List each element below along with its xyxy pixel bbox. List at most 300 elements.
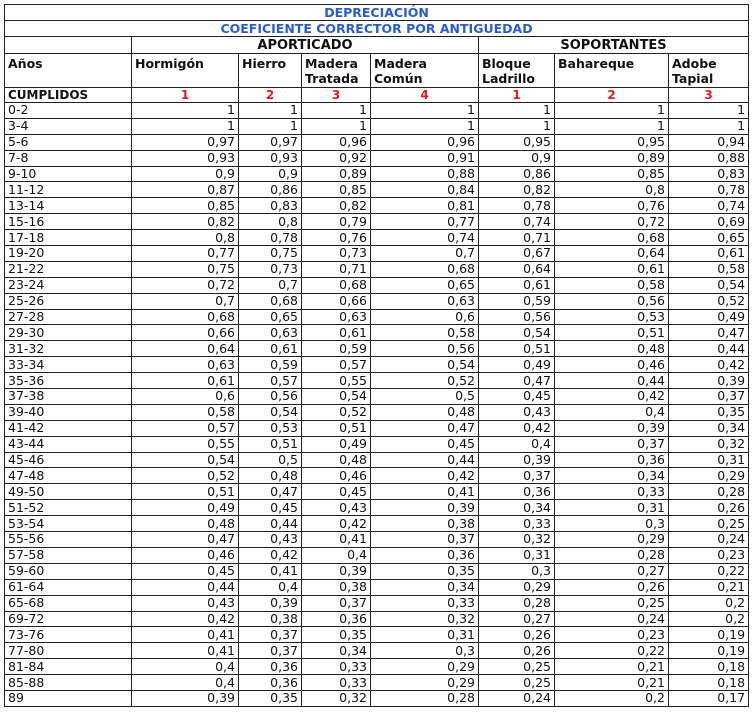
coefficient-cell: 0,82 [479, 182, 555, 198]
group-aporticado: APORTICADO [132, 37, 479, 54]
depreciation-table [4, 4, 749, 707]
coefficient-cell: 0,51 [555, 325, 669, 341]
table-row [5, 198, 749, 214]
coefficient-cell: 0,26 [479, 643, 555, 659]
coefficient-cell: 0,54 [132, 452, 239, 468]
coefficient-cell: 0,89 [302, 166, 371, 182]
table-row [5, 420, 749, 436]
header-bahareque: Bahareque [555, 54, 669, 88]
table-row [5, 277, 749, 293]
coefficient-cell: 0,26 [479, 627, 555, 643]
column-code: 3 [669, 88, 749, 103]
coefficient-cell: 0,49 [479, 357, 555, 373]
coefficient-cell: 0,5 [239, 452, 302, 468]
coefficient-cell: 0,79 [302, 214, 371, 230]
coefficient-cell: 0,55 [132, 436, 239, 452]
coefficient-cell: 0,29 [371, 659, 479, 675]
group-spacer [5, 37, 132, 54]
header-adobe-tapial-line1: Adobe [672, 56, 717, 71]
coefficient-cell: 0,54 [479, 325, 555, 341]
table-row [5, 563, 749, 579]
coefficient-cell: 0,24 [669, 532, 749, 548]
coefficient-cell: 0,93 [239, 150, 302, 166]
coefficient-cell: 0,34 [555, 468, 669, 484]
coefficient-cell: 0,63 [371, 293, 479, 309]
coefficient-cell: 0,21 [555, 659, 669, 675]
coefficient-cell: 0,58 [132, 404, 239, 420]
coefficient-cell: 0,61 [669, 246, 749, 262]
coefficient-cell: 1 [239, 118, 302, 134]
coefficient-cell: 0,83 [669, 166, 749, 182]
years-cell: 15-16 [5, 214, 132, 230]
years-cell: 65-68 [5, 595, 132, 611]
years-cell: 17-18 [5, 230, 132, 246]
coefficient-cell: 0,61 [302, 325, 371, 341]
years-cell: 77-80 [5, 643, 132, 659]
coefficient-cell: 0,37 [371, 532, 479, 548]
coefficient-cell: 0,71 [479, 230, 555, 246]
coefficient-cell: 1 [669, 103, 749, 119]
table-row [5, 389, 749, 405]
coefficient-cell: 0,42 [302, 516, 371, 532]
table-row [5, 547, 749, 563]
coefficient-cell: 0,39 [669, 373, 749, 389]
table-row [5, 611, 749, 627]
coefficient-cell: 0,84 [371, 182, 479, 198]
column-code: 2 [555, 88, 669, 103]
coefficient-cell: 0,46 [555, 357, 669, 373]
coefficient-cell: 0,37 [555, 436, 669, 452]
coefficient-cell: 0,54 [371, 357, 479, 373]
coefficient-cell: 0,7 [371, 246, 479, 262]
coefficient-cell: 0,72 [555, 214, 669, 230]
coefficient-cell: 0,85 [132, 198, 239, 214]
coefficient-cell: 0,53 [555, 309, 669, 325]
coefficient-cell: 0,92 [302, 150, 371, 166]
coefficient-cell: 0,85 [555, 166, 669, 182]
table-row [5, 214, 749, 230]
coefficient-cell: 0,34 [479, 500, 555, 516]
coefficient-cell: 0,28 [555, 547, 669, 563]
coefficient-cell: 0,75 [239, 246, 302, 262]
coefficient-cell: 0,36 [371, 547, 479, 563]
coefficient-cell: 0,77 [132, 246, 239, 262]
coefficient-cell: 0,52 [302, 404, 371, 420]
coefficient-cell: 0,36 [555, 452, 669, 468]
table-row [5, 150, 749, 166]
coefficient-cell: 0,6 [132, 389, 239, 405]
coefficient-cell: 0,37 [479, 468, 555, 484]
coefficient-cell: 0,32 [371, 611, 479, 627]
coefficient-cell: 0,74 [479, 214, 555, 230]
coefficient-cell: 0,9 [239, 166, 302, 182]
table-row [5, 436, 749, 452]
depreciation-sheet [4, 4, 748, 707]
coefficient-cell: 0,82 [302, 198, 371, 214]
coefficient-cell: 0,37 [302, 595, 371, 611]
coefficient-cell: 0,25 [479, 675, 555, 691]
coefficient-cell: 0,73 [302, 246, 371, 262]
coefficient-cell: 0,29 [669, 468, 749, 484]
coefficient-cell: 0,8 [239, 214, 302, 230]
coefficient-cell: 0,73 [239, 261, 302, 277]
coefficient-cell: 0,33 [555, 484, 669, 500]
coefficient-cell: 0,44 [669, 341, 749, 357]
coefficient-cell: 0,37 [669, 389, 749, 405]
header-hormigon: Hormigón [132, 54, 239, 88]
coefficient-cell: 0,44 [132, 579, 239, 595]
coefficient-cell: 0,65 [669, 230, 749, 246]
coefficient-cell: 0,68 [371, 261, 479, 277]
table-row [5, 182, 749, 198]
coefficient-cell: 0,69 [669, 214, 749, 230]
coefficient-cell: 0,36 [239, 675, 302, 691]
coefficient-cell: 0,43 [302, 500, 371, 516]
coefficient-cell: 0,61 [479, 277, 555, 293]
coefficient-cell: 0,78 [479, 198, 555, 214]
coefficient-cell: 0,32 [302, 690, 371, 706]
years-cell: 25-26 [5, 293, 132, 309]
table-row [5, 659, 749, 675]
coefficient-cell: 0,75 [132, 261, 239, 277]
coefficient-cell: 0,4 [132, 659, 239, 675]
coefficient-cell: 0,48 [132, 516, 239, 532]
table-row [5, 103, 749, 119]
coefficient-cell: 0,57 [132, 420, 239, 436]
cumplidos-label: CUMPLIDOS [5, 88, 132, 103]
table-row [5, 484, 749, 500]
table-row [5, 246, 749, 262]
coefficient-cell: 0,34 [302, 643, 371, 659]
years-cell: 51-52 [5, 500, 132, 516]
coefficient-cell: 0,77 [371, 214, 479, 230]
coefficient-cell: 0,97 [239, 134, 302, 150]
coefficient-cell: 0,37 [239, 643, 302, 659]
coefficient-cell: 0,81 [371, 198, 479, 214]
table-row [5, 675, 749, 691]
coefficient-cell: 0,52 [371, 373, 479, 389]
coefficient-cell: 0,18 [669, 675, 749, 691]
years-cell: 7-8 [5, 150, 132, 166]
coefficient-cell: 0,51 [479, 341, 555, 357]
years-cell: 0-2 [5, 103, 132, 119]
coefficient-cell: 1 [371, 118, 479, 134]
coefficient-cell: 0,43 [132, 595, 239, 611]
coefficient-cell: 0,31 [371, 627, 479, 643]
header-bloque-ladrillo-line2: Ladrillo [482, 71, 535, 86]
coefficient-cell: 0,34 [669, 420, 749, 436]
coefficient-cell: 0,36 [479, 484, 555, 500]
coefficient-cell: 0,96 [371, 134, 479, 150]
table-row [5, 627, 749, 643]
coefficient-cell: 0,35 [371, 563, 479, 579]
table-row [5, 261, 749, 277]
coefficient-cell: 0,4 [555, 404, 669, 420]
table-row [5, 595, 749, 611]
coefficient-cell: 0,28 [479, 595, 555, 611]
table-row [5, 166, 749, 182]
coefficient-cell: 0,39 [371, 500, 479, 516]
header-adobe-tapial [669, 54, 749, 88]
years-cell: 39-40 [5, 404, 132, 420]
coefficient-cell: 0,44 [555, 373, 669, 389]
coefficient-cell: 0,38 [239, 611, 302, 627]
coefficient-cell: 0,94 [669, 134, 749, 150]
coefficient-cell: 0,22 [669, 563, 749, 579]
years-cell: 27-28 [5, 309, 132, 325]
coefficient-cell: 0,89 [555, 150, 669, 166]
coefficient-cell: 0,59 [239, 357, 302, 373]
years-cell: 41-42 [5, 420, 132, 436]
coefficient-cell: 0,42 [669, 357, 749, 373]
years-cell: 89 [5, 690, 132, 706]
coefficient-cell: 0,87 [132, 182, 239, 198]
coefficient-cell: 0,39 [555, 420, 669, 436]
header-hierro: Hierro [239, 54, 302, 88]
coefficient-cell: 0,45 [371, 436, 479, 452]
coefficient-cell: 0,78 [669, 182, 749, 198]
coefficient-cell: 0,46 [302, 468, 371, 484]
years-cell: 61-64 [5, 579, 132, 595]
coefficient-cell: 0,44 [371, 452, 479, 468]
coefficient-cell: 0,64 [479, 261, 555, 277]
header-madera-tratada-line2: Tratada [305, 71, 359, 86]
coefficient-cell: 0,56 [371, 341, 479, 357]
years-cell: 21-22 [5, 261, 132, 277]
coefficient-cell: 0,48 [302, 452, 371, 468]
coefficient-cell: 0,47 [479, 373, 555, 389]
years-cell: 73-76 [5, 627, 132, 643]
coefficient-cell: 0,29 [479, 579, 555, 595]
coefficient-cell: 0,96 [302, 134, 371, 150]
coefficient-cell: 0,3 [555, 516, 669, 532]
years-cell: 81-84 [5, 659, 132, 675]
coefficient-cell: 0,88 [371, 166, 479, 182]
header-madera-comun-line2: Común [374, 71, 423, 86]
coefficient-cell: 0,57 [302, 357, 371, 373]
coefficient-cell: 0,26 [669, 500, 749, 516]
coefficient-cell: 0,95 [555, 134, 669, 150]
coefficient-cell: 0,56 [555, 293, 669, 309]
coefficient-cell: 0,39 [479, 452, 555, 468]
coefficient-cell: 0,63 [239, 325, 302, 341]
header-adobe-tapial-line2: Tapial [672, 71, 714, 86]
coefficient-cell: 0,8 [132, 230, 239, 246]
coefficient-cell: 0,3 [371, 643, 479, 659]
coefficient-cell: 0,74 [669, 198, 749, 214]
coefficient-cell: 0,31 [555, 500, 669, 516]
table-row [5, 516, 749, 532]
coefficient-cell: 0,42 [371, 468, 479, 484]
years-cell: 85-88 [5, 675, 132, 691]
coefficient-cell: 0,33 [371, 595, 479, 611]
coefficient-cell: 0,82 [132, 214, 239, 230]
table-row [5, 404, 749, 420]
table-row [5, 134, 749, 150]
years-cell: 43-44 [5, 436, 132, 452]
coefficient-cell: 0,61 [239, 341, 302, 357]
coefficient-cell: 0,68 [239, 293, 302, 309]
coefficient-cell: 0,25 [669, 516, 749, 532]
years-cell: 5-6 [5, 134, 132, 150]
coefficient-cell: 0,43 [479, 404, 555, 420]
coefficient-cell: 1 [302, 118, 371, 134]
table-row [5, 357, 749, 373]
coefficient-cell: 0,52 [132, 468, 239, 484]
coefficient-cell: 0,68 [302, 277, 371, 293]
coefficient-cell: 0,23 [669, 547, 749, 563]
coefficient-cell: 0,47 [669, 325, 749, 341]
coefficient-cell: 0,56 [479, 309, 555, 325]
coefficient-cell: 0,78 [239, 230, 302, 246]
years-cell: 35-36 [5, 373, 132, 389]
coefficient-cell: 0,97 [132, 134, 239, 150]
coefficient-cell: 1 [239, 103, 302, 119]
coefficient-cell: 0,49 [132, 500, 239, 516]
coefficient-cell: 0,66 [302, 293, 371, 309]
years-cell: 37-38 [5, 389, 132, 405]
table-row [5, 341, 749, 357]
coefficient-cell: 0,41 [302, 532, 371, 548]
coefficient-cell: 0,95 [479, 134, 555, 150]
coefficient-cell: 0,36 [239, 659, 302, 675]
years-cell: 23-24 [5, 277, 132, 293]
table-row [5, 532, 749, 548]
coefficient-cell: 0,86 [479, 166, 555, 182]
coefficient-cell: 1 [555, 118, 669, 134]
years-cell: 57-58 [5, 547, 132, 563]
header-madera-comun [371, 54, 479, 88]
coefficient-cell: 0,54 [239, 404, 302, 420]
coefficient-cell: 0,35 [669, 404, 749, 420]
coefficient-cell: 0,66 [132, 325, 239, 341]
header-bloque-ladrillo-line1: Bloque [482, 56, 531, 71]
coefficient-cell: 0,54 [302, 389, 371, 405]
coefficient-cell: 0,58 [371, 325, 479, 341]
coefficient-cell: 0,63 [302, 309, 371, 325]
coefficient-cell: 0,76 [555, 198, 669, 214]
coefficient-cell: 0,33 [302, 659, 371, 675]
coefficient-cell: 0,41 [371, 484, 479, 500]
coefficient-cell: 0,72 [132, 277, 239, 293]
coefficient-cell: 0,59 [302, 341, 371, 357]
coefficient-cell: 0,48 [555, 341, 669, 357]
coefficient-cell: 0,21 [555, 675, 669, 691]
coefficient-cell: 0,58 [669, 261, 749, 277]
coefficient-cell: 0,4 [479, 436, 555, 452]
coefficient-cell: 0,44 [239, 516, 302, 532]
years-cell: 59-60 [5, 563, 132, 579]
table-row [5, 325, 749, 341]
coefficient-cell: 0,58 [555, 277, 669, 293]
coefficient-cell: 0,38 [302, 579, 371, 595]
coefficient-cell: 0,5 [371, 389, 479, 405]
coefficient-cell: 0,45 [479, 389, 555, 405]
header-madera-comun-line1: Madera [374, 56, 427, 71]
coefficient-cell: 0,27 [555, 563, 669, 579]
coefficient-cell: 0,49 [669, 309, 749, 325]
coefficient-cell: 0,54 [669, 277, 749, 293]
coefficient-cell: 0,28 [669, 484, 749, 500]
table-row [5, 309, 749, 325]
coefficient-cell: 0,42 [479, 420, 555, 436]
years-cell: 69-72 [5, 611, 132, 627]
coefficient-cell: 0,42 [555, 389, 669, 405]
table-title: DEPRECIACIÓN [5, 5, 749, 21]
coefficient-cell: 0,35 [239, 690, 302, 706]
coefficient-cell: 0,51 [132, 484, 239, 500]
table-row [5, 118, 749, 134]
coefficient-cell: 0,48 [371, 404, 479, 420]
coefficient-cell: 1 [555, 103, 669, 119]
years-cell: 53-54 [5, 516, 132, 532]
coefficient-cell: 1 [669, 118, 749, 134]
coefficient-cell: 0,85 [302, 182, 371, 198]
coefficient-cell: 0,2 [669, 595, 749, 611]
coefficient-cell: 0,3 [479, 563, 555, 579]
coefficient-cell: 0,21 [669, 579, 749, 595]
coefficient-cell: 0,48 [239, 468, 302, 484]
years-cell: 29-30 [5, 325, 132, 341]
coefficient-cell: 0,4 [239, 579, 302, 595]
coefficient-cell: 0,17 [669, 690, 749, 706]
coefficient-cell: 0,64 [555, 246, 669, 262]
coefficient-cell: 1 [132, 103, 239, 119]
coefficient-cell: 0,41 [132, 627, 239, 643]
coefficient-cell: 0,74 [371, 230, 479, 246]
table-row [5, 690, 749, 706]
header-madera-tratada [302, 54, 371, 88]
years-cell: 47-48 [5, 468, 132, 484]
coefficient-cell: 0,7 [239, 277, 302, 293]
coefficient-cell: 0,28 [371, 690, 479, 706]
table-row [5, 468, 749, 484]
table-row [5, 500, 749, 516]
table-row [5, 293, 749, 309]
coefficient-cell: 0,68 [555, 230, 669, 246]
coefficient-cell: 0,86 [239, 182, 302, 198]
coefficient-cell: 0,47 [371, 420, 479, 436]
coefficient-cell: 0,52 [669, 293, 749, 309]
coefficient-cell: 0,7 [132, 293, 239, 309]
header-years: Años [5, 54, 132, 88]
coefficient-cell: 0,56 [239, 389, 302, 405]
years-cell: 9-10 [5, 166, 132, 182]
coefficient-cell: 1 [371, 103, 479, 119]
coefficient-cell: 0,45 [239, 500, 302, 516]
coefficient-cell: 1 [479, 118, 555, 134]
column-code: 3 [302, 88, 371, 103]
coefficient-cell: 0,4 [302, 547, 371, 563]
coefficient-cell: 0,19 [669, 643, 749, 659]
coefficient-cell: 0,35 [302, 627, 371, 643]
coefficient-cell: 0,33 [479, 516, 555, 532]
years-cell: 31-32 [5, 341, 132, 357]
coefficient-cell: 0,24 [555, 611, 669, 627]
coefficient-cell: 0,31 [479, 547, 555, 563]
table-row [5, 452, 749, 468]
coefficient-cell: 0,29 [371, 675, 479, 691]
years-cell: 11-12 [5, 182, 132, 198]
coefficient-cell: 0,8 [555, 182, 669, 198]
coefficient-cell: 0,68 [132, 309, 239, 325]
coefficient-cell: 0,9 [132, 166, 239, 182]
coefficient-cell: 0,45 [132, 563, 239, 579]
coefficient-cell: 0,51 [239, 436, 302, 452]
coefficient-cell: 0,2 [555, 690, 669, 706]
table-row [5, 373, 749, 389]
coefficient-cell: 0,46 [132, 547, 239, 563]
